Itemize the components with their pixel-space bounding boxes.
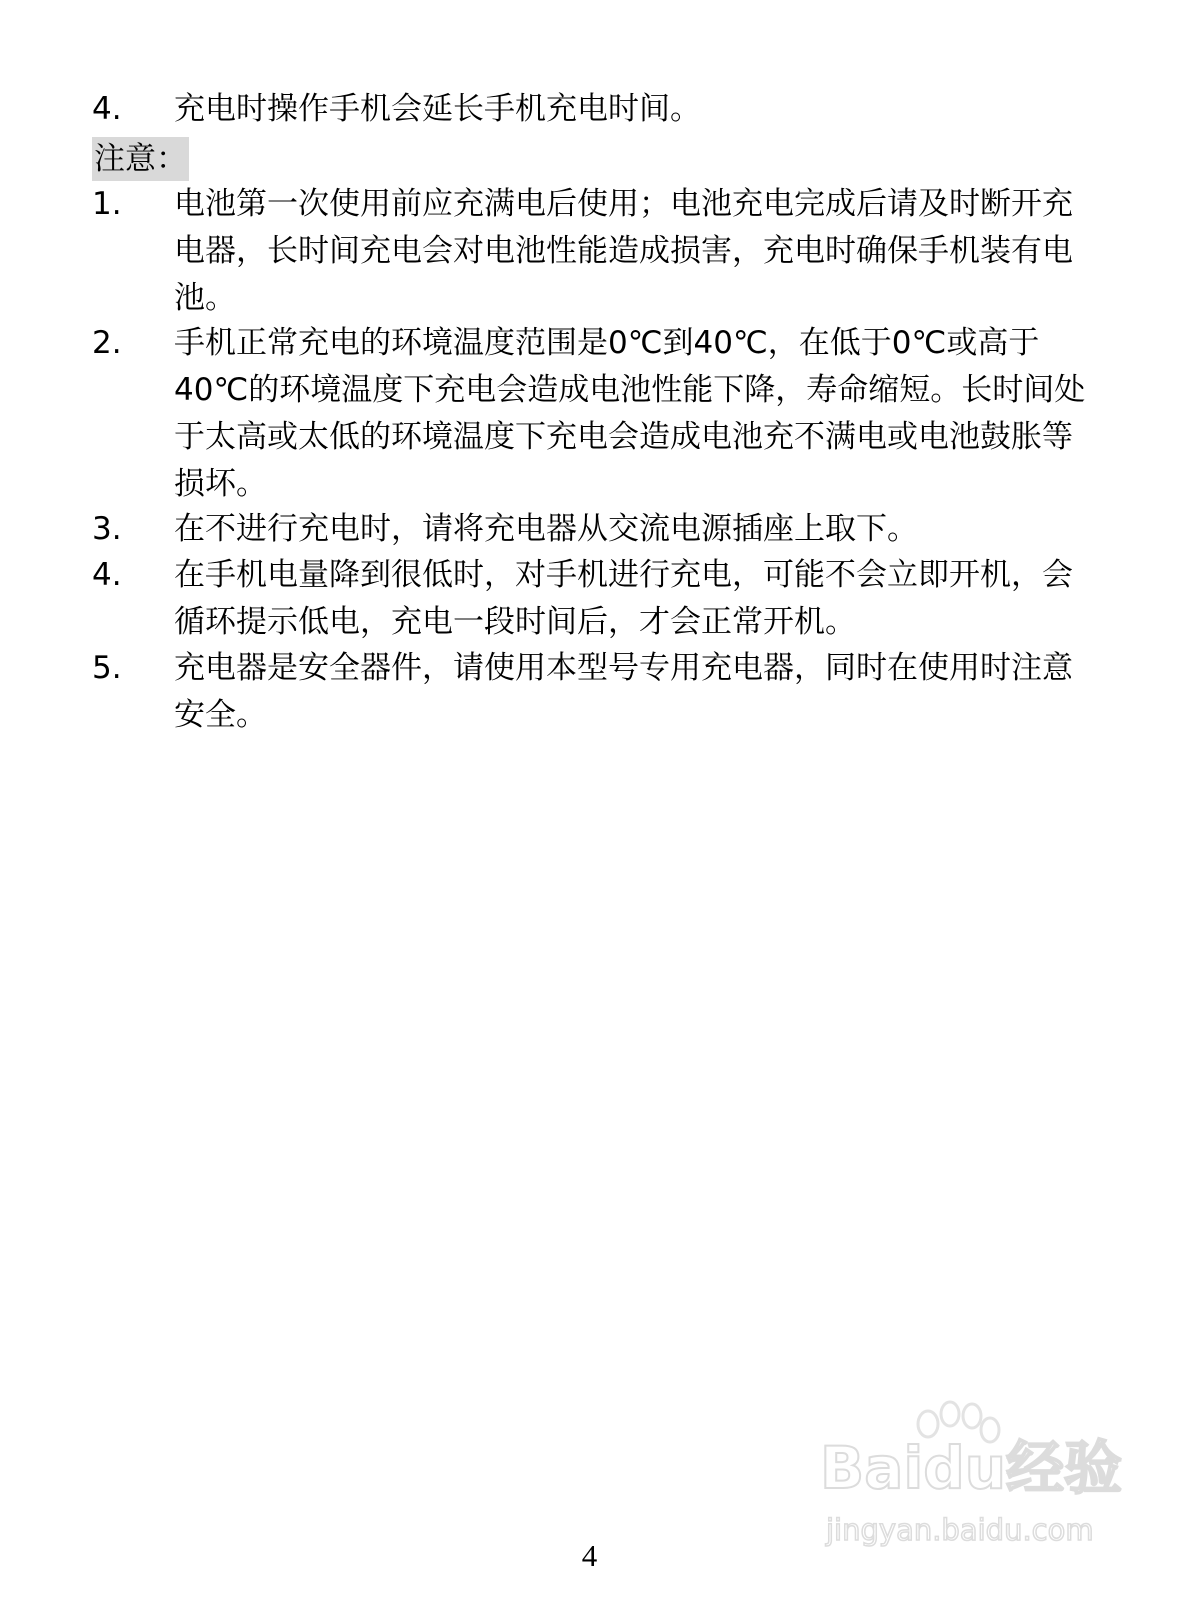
list-item-number: 1. [92,186,122,222]
list-item-number: 2. [92,325,122,361]
list-item-text: 充电器是安全器件，请使用本型号专用充电器，同时在使用时注意安全。 [174,650,1073,733]
list-item-number: 4. [92,91,122,127]
intro-list-item [92,86,1102,133]
list-item-number: 3. [92,511,122,547]
note-heading: 注意： [92,137,189,181]
note-item-1 [92,181,1102,322]
list-item-number: 4. [92,557,122,593]
list-item-number: 5. [92,650,122,686]
baidu-jingyan-watermark [820,1392,1140,1552]
list-item-text: 充电时操作手机会延长手机充电时间。 [174,91,701,127]
list-item-text: 在不进行充电时，请将充电器从交流电源插座上取下。 [174,511,918,547]
watermark-url: jingyan.baidu.com [826,1513,1094,1547]
note-item-5 [92,645,1102,739]
list-item-text: 在手机电量降到很低时，对手机进行充电，可能不会立即开机，会循环提示低电，充电一段时间后，才会正常开机。 [174,557,1073,640]
note-item-4 [92,552,1102,646]
list-item-text: 手机正常充电的环境温度范围是0℃到40℃，在低于0℃或高于40℃的环境温度下充电会造成电池性能下降，寿命缩短。长时间处于太高或太低的环境温度下充电会造成电池充不满电或电池鼓胀等损坏。 [174,325,1086,502]
page-number: 4 [581,1538,598,1573]
watermark-brand: Baidu经验 [820,1434,1123,1502]
list-item-text: 电池第一次使用前应充满电后使用；电池充电完成后请及时断开充电器，长时间充电会对电池性能造成损害，充电时确保手机装有电池。 [174,186,1073,316]
note-item-2 [92,320,1102,508]
note-item-3 [92,506,1102,553]
